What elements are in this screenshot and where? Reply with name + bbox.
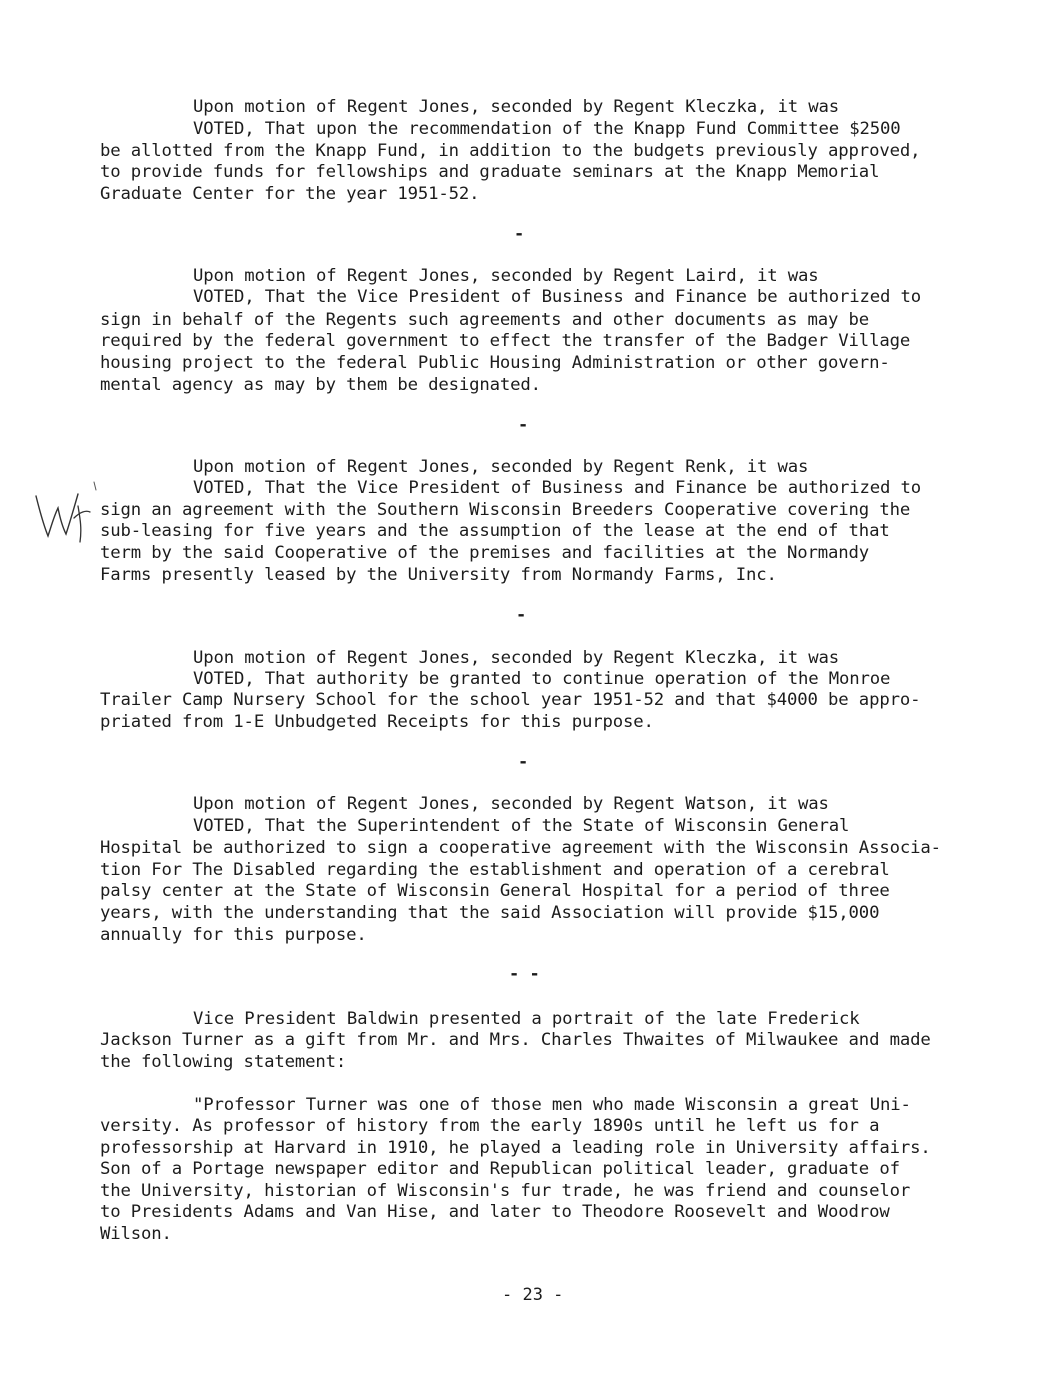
text-line: sign in behalf of the Regents such agreements and other documents as may be: [100, 310, 870, 330]
text-line: required by the federal government to effect the transfer of the Badger Village: [100, 331, 911, 351]
text-line: Vice President Baldwin presented a portrait of the late Frederick: [193, 1009, 860, 1029]
text-line: sign an agreement with the Southern Wisconsin Breeders Cooperative covering the: [100, 500, 911, 520]
text-line: term by the said Cooperative of the premises and facilities at the Normandy: [100, 543, 870, 563]
text-line: Trailer Camp Nursery School for the school year 1951-52 and that $4000 be appro-: [100, 690, 921, 710]
text-line: years, with the understanding that the said Association will provide $15,000: [100, 903, 880, 923]
text-line: Upon motion of Regent Jones, seconded by Regent Renk, it was: [193, 457, 809, 477]
text-line: "Professor Turner was one of those men who made Wisconsin a great Uni-: [193, 1095, 911, 1115]
text-line: Farms presently leased by the University from Normandy Farms, Inc.: [100, 565, 777, 585]
text-line: palsy center at the State of Wisconsin General Hospital for a period of three: [100, 881, 890, 901]
text-line: VOTED, That upon the recommendation of the Knapp Fund Committee $2500: [193, 119, 901, 139]
text-line: priated from 1-E Unbudgeted Receipts for this purpose.: [100, 712, 654, 732]
text-line: the following statement:: [100, 1052, 347, 1072]
text-line: VOTED, That authority be granted to continue operation of the Monroe: [193, 669, 891, 689]
text-line: VOTED, That the Vice President of Business and Finance be authorized to: [193, 287, 922, 307]
text-line: Jackson Turner as a gift from Mr. and Mrs. Charles Thwaites of Milwaukee and made: [100, 1030, 931, 1050]
text-line: Wilson.: [100, 1224, 172, 1244]
text-line: versity. As professor of history from the early 1890s until he left us for a: [100, 1116, 880, 1136]
text-line: professorship at Harvard in 1910, he played a leading role in University affairs.: [100, 1138, 931, 1158]
page-number: - 23 -: [502, 1285, 564, 1305]
text-line: the University, historian of Wisconsin's fur trade, he was friend and counselor: [100, 1181, 911, 1201]
text-line: Upon motion of Regent Jones, seconded by Regent Kleczka, it was: [193, 648, 840, 668]
text-line: mental agency as may by them be designated.: [100, 375, 541, 395]
section-separator: -: [518, 415, 529, 435]
text-line: VOTED, That the Vice President of Business and Finance be authorized to: [193, 478, 922, 498]
section-separator: - -: [509, 964, 540, 984]
section-separator: -: [514, 224, 525, 244]
section-separator: -: [518, 752, 529, 772]
text-line: sub-leasing for five years and the assumption of the lease at the end of that: [100, 521, 890, 541]
text-line: Son of a Portage newspaper editor and Republican political leader, graduate of: [100, 1159, 900, 1179]
section-separator: -: [516, 605, 527, 625]
text-line: annually for this purpose.: [100, 925, 367, 945]
text-line: be allotted from the Knapp Fund, in addition to the budgets previously approved,: [100, 141, 921, 161]
handwritten-initials-mark: [30, 478, 100, 558]
text-line: tion For The Disabled regarding the establishment and operation of a cerebral: [100, 860, 890, 880]
text-line: Upon motion of Regent Jones, seconded by Regent Watson, it was: [193, 794, 829, 814]
text-line: to provide funds for fellowships and graduate seminars at the Knapp Memorial: [100, 162, 880, 182]
text-line: Hospital be authorized to sign a cooperative agreement with the Wisconsin Associa-: [100, 838, 941, 858]
text-line: Upon motion of Regent Jones, seconded by Regent Kleczka, it was: [193, 97, 840, 117]
text-line: Upon motion of Regent Jones, seconded by Regent Laird, it was: [193, 266, 819, 286]
text-line: housing project to the federal Public Housing Administration or other govern-: [100, 353, 890, 373]
text-line: VOTED, That the Superintendent of the State of Wisconsin General: [193, 816, 850, 836]
text-line: Graduate Center for the year 1951-52.: [100, 184, 480, 204]
text-line: to Presidents Adams and Van Hise, and later to Theodore Roosevelt and Woodrow: [100, 1202, 890, 1222]
